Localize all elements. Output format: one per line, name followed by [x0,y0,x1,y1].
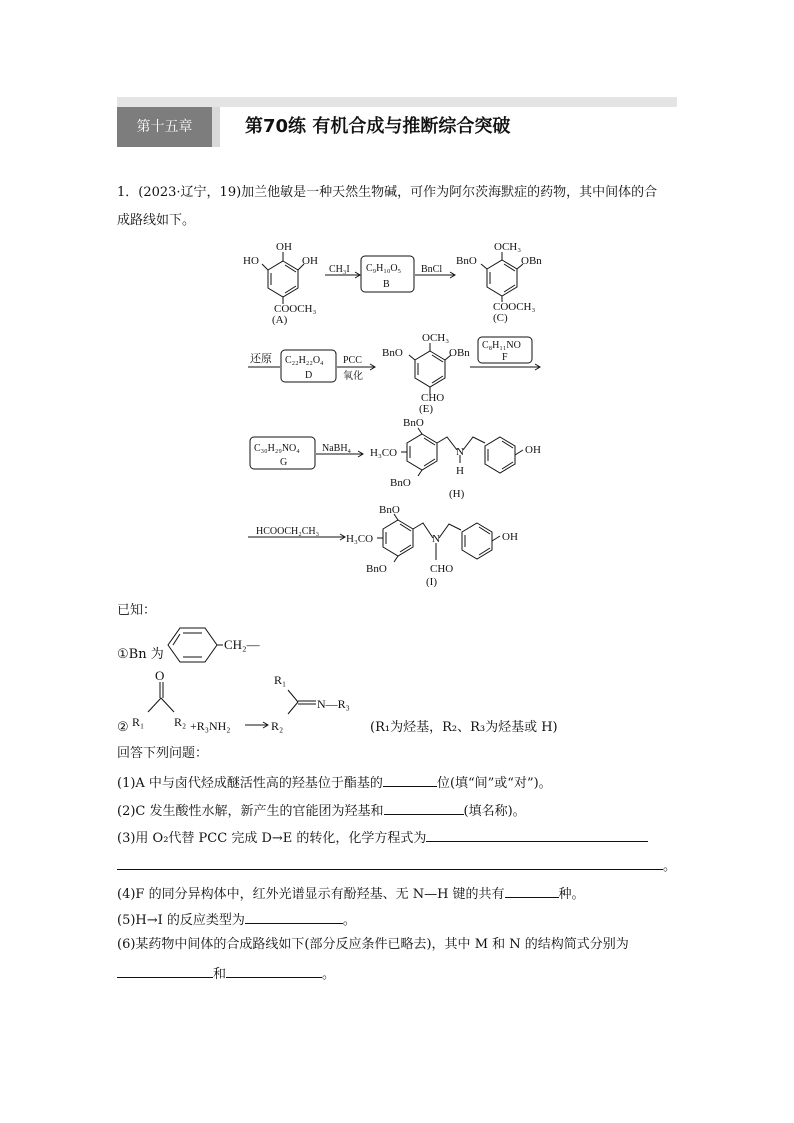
known-product-R2: R₂ [271,719,284,733]
q2-text-b: (填名称)。 [463,804,526,819]
reagent-ethyl-formate: HCOOCH₂CH₃ [256,526,320,537]
question-3 [117,827,648,849]
compound-H-NH: H [456,465,464,477]
chapter-label: 第十五章 [117,107,212,147]
q2-answer-blank[interactable] [384,800,464,815]
compound-I-N: N [432,533,440,545]
compound-I-OH: OH [502,531,518,543]
compound-C-OCH3: OCH₃ [494,241,522,253]
compound-I-H3CO: H₃CO [346,533,374,545]
q5-answer-blank[interactable] [245,909,343,924]
question-3-line2 [117,855,676,877]
q3-answer-blank-2[interactable] [117,855,663,870]
compound-H-label: (H) [449,488,465,500]
compound-E-BnO: BnO [382,347,403,359]
benzyl-structure [160,620,290,670]
known-item1-prefix: ①Bn 为 [117,647,164,662]
compound-C-label: (C) [493,312,508,324]
compound-H-N: N [456,446,464,458]
compound-A-OH-top: OH [276,241,292,253]
question-stem-line1: 1．(2023·辽宁，19)加兰他敏是一种天然生物碱，可作为阿尔茨海默症的药物，其中间体的合 [117,185,658,200]
compound-I-BnO-bottom: BnO [366,563,387,575]
compound-C-ester: COOCH₃ [493,301,536,313]
compound-I-label: (I) [426,576,437,588]
compound-A-HO: HO [243,255,259,267]
reagent-reduce: 还原 [250,353,272,365]
q6-answer-blank-N[interactable] [226,963,322,978]
known-item2-prefix: ② [117,720,129,735]
compound-F-label: F [502,352,508,363]
compound-C-BnO: BnO [456,255,477,267]
compound-G-label: G [280,457,288,468]
compound-A-label: (A) [272,314,288,326]
known-R2: R₂ [174,715,187,729]
known-R1: R₁ [132,715,145,729]
known-title: 已知： [117,603,157,618]
compound-E-label: (E) [419,403,434,415]
compound-F-formula: C₈H₁₁NO [482,340,521,351]
question-4 [117,883,585,905]
benzyl-ch2: CH₂— [224,637,260,652]
q4-text-b: 种。 [558,887,585,902]
compound-A-ester: COOCH₃ [274,303,317,315]
question-1 [117,772,552,794]
q2-text-a: (2)C 发生酸性水解，新产生的官能团为羟基和 [117,804,384,819]
reagent-pcc: PCC [343,355,362,366]
compound-G-formula: C₃₀H₂₉NO₄ [254,443,300,454]
q3-answer-blank-1[interactable] [426,827,648,842]
compound-E-CHO: CHO [421,392,445,404]
q1-text-b: 位(填“间”或“对”)。 [436,776,552,791]
compound-B-label: B [383,279,390,290]
reagent-ch3i: CH₃I [329,264,350,275]
question-stem-line2: 成路线如下。 [117,213,196,228]
question-2 [117,800,526,822]
known-amine: +R₃NH₂ [190,719,231,733]
reagent-oxidation: 氧化 [343,371,363,382]
q4-text-a: (4)F 的同分异构体中，红外光谱显示有酚羟基、无 N—H 键的共有 [117,887,505,902]
q5-text-a: (5)H→I 的反应类型为 [117,913,245,928]
question-6-line1: (6)某药物中间体的合成路线如下(部分反应条件已略去)，其中 M 和 N 的结构简式分别为 [117,937,629,952]
known-product-imine: N—R₃ [317,697,350,711]
compound-D-label: D [305,370,313,381]
q5-text-b: 。 [342,913,356,928]
known-carbonyl-O: O [155,668,165,683]
compound-H-H3CO: H₃CO [370,447,398,459]
compound-I-BnO-top: BnO [379,504,400,516]
q3-text-a: (3)用 O₂代替 PCC 完成 D→E 的转化，化学方程式为 [117,831,427,846]
compound-D-formula: C₂₂H₂₂O₄ [285,355,324,366]
q1-answer-blank[interactable] [383,772,437,787]
question-6-line2 [117,963,335,985]
known-reaction-2 [130,668,380,736]
compound-B-formula: C₉H₁₀O₅ [366,263,402,274]
q1-text-a: (1)A 中与卤代烃成醚活性高的羟基位于酯基的 [117,776,383,791]
compound-A-OH-right: OH [302,255,318,267]
questions-intro: 回答下列问题： [117,746,209,761]
compound-I-CHO: CHO [430,563,454,575]
compound-H-BnO-top: BnO [403,417,424,429]
compound-H-BnO-bottom: BnO [390,477,411,489]
question-5 [117,909,356,931]
q6-answer-blank-M[interactable] [117,963,213,978]
reagent-nabh4: NaBH₄ [322,443,352,454]
compound-E-OBn: OBn [449,347,470,359]
q6-end: 。 [322,967,336,982]
page-title: 第70练 有机合成与推断综合突破 [245,116,511,137]
known-product-R1: R₁ [274,673,287,687]
q3-end: 。 [663,859,677,874]
q4-answer-blank[interactable] [505,883,559,898]
compound-C-OBn: OBn [521,255,542,267]
compound-E-OCH3: OCH₃ [422,332,450,344]
known-note: (R₁为烃基，R₂、R₃为烃基或 H) [370,720,558,735]
reagent-bncl: BnCl [421,264,443,275]
q6-and: 和 [213,967,227,982]
compound-H-OH: OH [525,444,541,456]
